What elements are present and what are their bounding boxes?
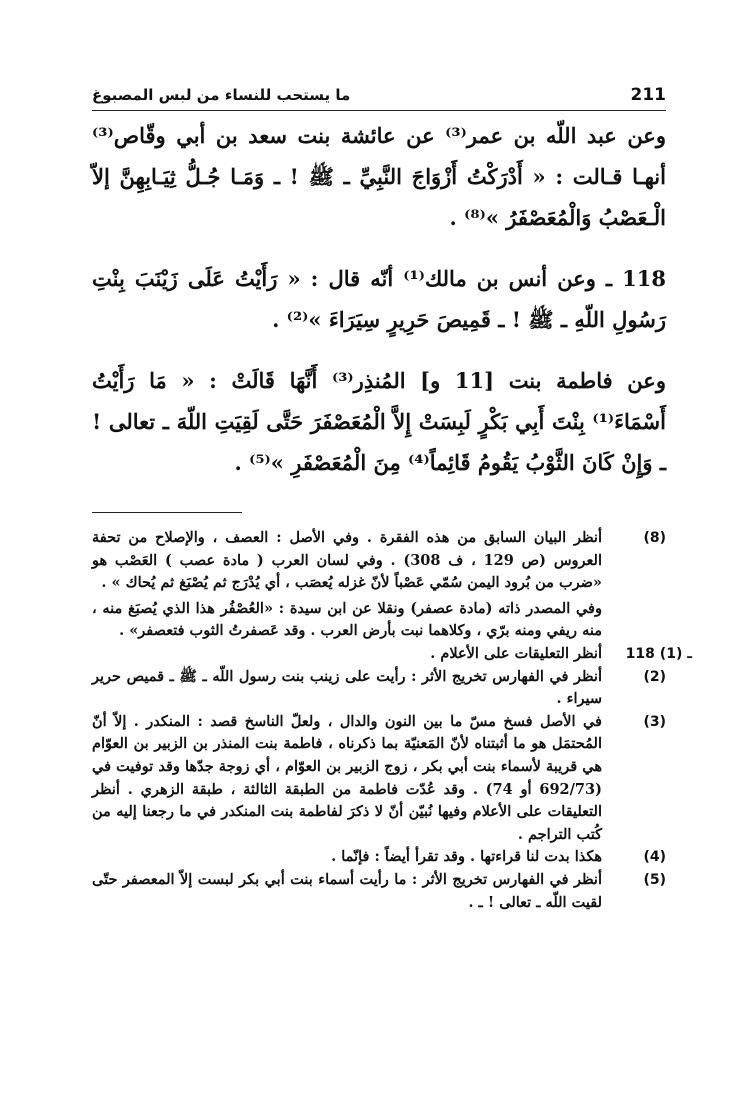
footnotes: [92, 527, 692, 914]
footnote-2: [92, 666, 666, 711]
page-header: [92, 82, 666, 108]
footnote-number: (5): [643, 871, 666, 888]
footnote-5: [92, 869, 666, 914]
footnote-text: هكذا بدت لنا قراءتها . وقد تقرأ أيضاً : فإنّما .: [331, 848, 602, 866]
footnote-number: (3): [643, 713, 666, 730]
footnote-text: أنظر في الفهارس تخريج الأثر : ما رأيت أسماء بنت أبي بكر لبست إلاّ المعصفر حتّى لقيت اللّه ـ تعالى ! ـ .: [92, 870, 602, 911]
paragraph-118-anas: 118 ـ وعن أنس بن مالك⁽¹⁾ أنّه قال : « رَأَيْتُ عَلَى زَيْنَبَ بِنْتِ رَسُولِ اللّهِ ـ ﷺ ! ـ قَمِيصَ حَرِيرٍ سِيَرَاءَ »⁽²⁾ .: [92, 266, 666, 332]
footnote-number: 118 ـ (1): [625, 645, 692, 662]
header-divider: [92, 110, 666, 111]
footnote-number: (4): [643, 849, 666, 866]
main-text: [92, 115, 666, 483]
footnote-118-1: [92, 643, 692, 666]
footnote-text: في الأصل فسخ مسّ ما بين النون والدال ، ولعلّ الناسخ قصد : المنكدر . إلاّ أنّ المُحتمَل هو ما أثبتناه لأنّ المَعنيّة بما ذكرناه ، فاطمة بنت المنذر بن الزبير بن العوّام هي قريبة لأسماء بنت أبي بكر ، زوج الزبير بن العوّام ، أي زوجة جدّها وقد توفيت في (692/73 أو 74) . وقد عُدّت فاطمة من الطبقة الثالثة ، طبقة الزهري . أنظر التعليقات على الأعلام وفيها نُبيّن أنّ لا ذكرَ لفاطمة بنت المنكدر في ما رجعنا إليه من كُتب التراجم .: [92, 712, 602, 843]
footnote-text: أنظر التعليقات على الأعلام .: [430, 644, 602, 662]
page-number: 211: [630, 85, 666, 105]
paragraph-aisha-hadith: وعن عبد اللّه بن عمر⁽³⁾ عن عائشة بنت سعد بن أبي وقّاص⁽³⁾ أنهـا قـالت : « أَدْرَكْتُ أَزْوَاجَ النَّبِيِّ ـ ﷺ ! ـ وَمَـا جُـلُّ ثِيَـابِهِنَّ إلاّ الْـعَصْبُ وَالْمُعَصْفَرُ »⁽⁸⁾ .: [92, 123, 666, 230]
footnote-3: [92, 711, 666, 847]
footnote-text: [92, 527, 620, 643]
footnote-8-part2: وفي المصدر ذاته (مادة عصفر) ونقلا عن ابن سيدة : «العُصْفُر هذا الذي يُصبَغ منه ، منه ريفي ومنه برّي ، وكلاهما نبت بأرض العرب . وقد عَصفرتُ الثوب فتعصفر» .: [92, 599, 602, 640]
paragraph-fatima-hadith: وعن فاطمة بنت [11 و] المُنذِر⁽³⁾ أَنَّهَا قَالَتْ : « مَا رَأَيْتُ أَسْمَاءَ⁽¹⁾ بِنْتَ أَبِي بَكْرٍ لَبِسَتْ إِلاَّ الْمُعَصْفَرَ حَتَّى لَقِيَتِ اللّهَ ـ تعالى ! ـ وَإِنْ كَانَ الثَّوْبُ يَقُومُ قَائِماً⁽⁴⁾ مِنَ الْمُعَصْفَرِ »⁽⁵⁾ .: [92, 368, 666, 475]
footnote-text: أنظر في الفهارس تخريج الأثر : رأيت على زينب بنت رسول اللّه ـ ﷺ ـ قميص حرير سيراء .: [92, 667, 602, 708]
footnote-8-part1: أنظر البيان السابق من هذه الفقرة . وفي الأصل : العصف ، والإصلاح من تحفة العروس (ص 129 ، ف 308) . وفي لسان العرب ( مادة عصب ) العَصْب هو «ضرب من بُرود اليمن سُمّي عَصْباً لأنّ غزله يُعصَب ، أي يُدْرَج ثم يُصْبَغ ثم يُحاك » .: [92, 529, 602, 592]
footnote-8: [92, 527, 666, 643]
footnote-separator: [92, 512, 242, 513]
footnote-number: (8): [643, 530, 666, 546]
running-title: ما يستحب للنساء من لبس المصبوغ: [92, 86, 351, 104]
footnote-4: [92, 846, 666, 869]
footnote-number: (2): [643, 668, 666, 685]
